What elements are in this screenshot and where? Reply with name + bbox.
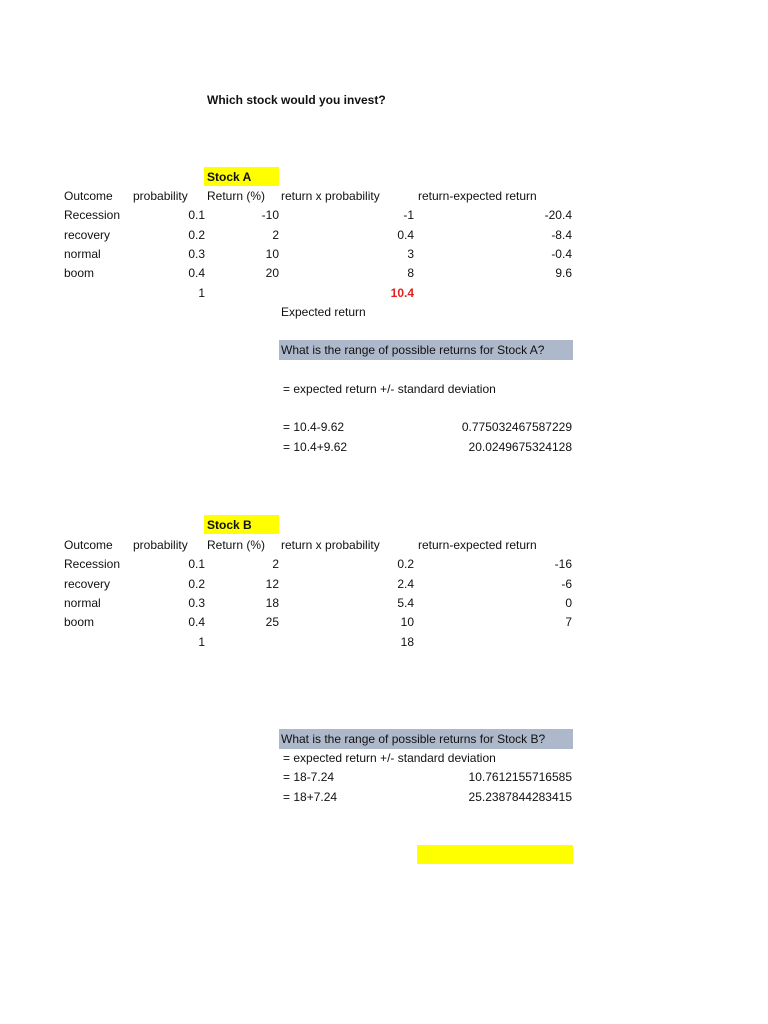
table-cell-probability: 0.3 — [188, 596, 205, 610]
stock-b-high-value: 25.2387844283415 — [468, 790, 572, 804]
stock-b-high-expr: = 18+7.24 — [283, 790, 338, 804]
probability-total: 1 — [198, 286, 205, 300]
table-cell-probability: 0.4 — [188, 615, 205, 629]
table-cell-return: 12 — [265, 577, 279, 591]
table-cell-diff: -20.4 — [544, 208, 572, 222]
stock-b-label: Stock B — [207, 518, 252, 532]
table-cell-return: 10 — [265, 247, 279, 261]
table-cell-return: 18 — [265, 596, 279, 610]
table-cell-rxp: 10 — [400, 615, 414, 629]
table-cell-rxp: 2.4 — [397, 577, 414, 591]
stock-a-range-question: What is the range of possible returns for Stock A? — [281, 343, 545, 357]
header-probability: probability — [133, 189, 188, 203]
table-cell-return: 2 — [272, 557, 279, 571]
expected-return-value: 10.4 — [390, 286, 414, 300]
table-cell-outcome: Recession — [64, 208, 121, 222]
table-cell-rxp: 3 — [407, 247, 414, 261]
table-cell-rxp: 8 — [407, 266, 414, 280]
header-return: Return (%) — [207, 538, 266, 552]
stock-a-low-value: 0.775032467587229 — [461, 420, 572, 434]
header-return-x-probability: return x probability — [281, 538, 380, 552]
stock-a-formula: = expected return +/- standard deviation — [283, 382, 496, 396]
header-outcome: Outcome — [64, 538, 113, 552]
table-cell-probability: 0.1 — [188, 557, 205, 571]
table-cell-probability: 0.3 — [188, 247, 205, 261]
table-cell-diff: -6 — [561, 577, 572, 591]
stock-b-low-value: 10.7612155716585 — [468, 770, 572, 784]
header-return-x-probability: return x probability — [281, 189, 380, 203]
table-cell-outcome: normal — [64, 247, 101, 261]
stock-a-low-expr: = 10.4-9.62 — [283, 420, 345, 434]
expected-return-label: Expected return — [281, 305, 366, 319]
page-title: Which stock would you invest? — [207, 93, 386, 107]
table-cell-rxp: -1 — [403, 208, 414, 222]
header-return: Return (%) — [207, 189, 266, 203]
table-cell-diff: 0 — [565, 596, 572, 610]
table-cell-diff: 7 — [565, 615, 572, 629]
header-outcome: Outcome — [64, 189, 113, 203]
table-cell-outcome: Recession — [64, 557, 121, 571]
table-cell-probability: 0.1 — [188, 208, 205, 222]
table-cell-outcome: boom — [64, 615, 95, 629]
table-cell-outcome: recovery — [64, 577, 111, 591]
header-probability: probability — [133, 538, 188, 552]
header-return-expected-return: return-expected return — [418, 189, 537, 203]
table-cell-probability: 0.2 — [188, 577, 205, 591]
stock-a-high-value: 20.0249675324128 — [468, 440, 572, 454]
table-cell-probability: 0.4 — [188, 266, 205, 280]
stock-a-high-expr: = 10.4+9.62 — [283, 440, 348, 454]
table-cell-outcome: recovery — [64, 228, 111, 242]
stock-b-formula: = expected return +/- standard deviation — [283, 751, 496, 765]
stock-a-label: Stock A — [207, 170, 252, 184]
rxp-total: 18 — [400, 635, 414, 649]
table-cell-diff: -8.4 — [551, 228, 572, 242]
table-cell-diff: 9.6 — [555, 266, 572, 280]
table-cell-rxp: 0.2 — [397, 557, 414, 571]
table-cell-outcome: normal — [64, 596, 101, 610]
table-cell-rxp: 0.4 — [397, 228, 414, 242]
stock-b-range-question: What is the range of possible returns for Stock B? — [281, 732, 546, 746]
empty-highlighted-cell — [417, 845, 573, 864]
header-return-expected-return: return-expected return — [418, 538, 537, 552]
table-cell-diff: -0.4 — [551, 247, 572, 261]
table-cell-diff: -16 — [554, 557, 572, 571]
table-cell-return: 2 — [272, 228, 279, 242]
stock-b-low-expr: = 18-7.24 — [283, 770, 335, 784]
table-cell-return: -10 — [261, 208, 279, 222]
table-cell-return: 20 — [265, 266, 279, 280]
probability-total: 1 — [198, 635, 205, 649]
table-cell-probability: 0.2 — [188, 228, 205, 242]
table-cell-return: 25 — [265, 615, 279, 629]
table-cell-rxp: 5.4 — [397, 596, 414, 610]
table-cell-outcome: boom — [64, 266, 95, 280]
